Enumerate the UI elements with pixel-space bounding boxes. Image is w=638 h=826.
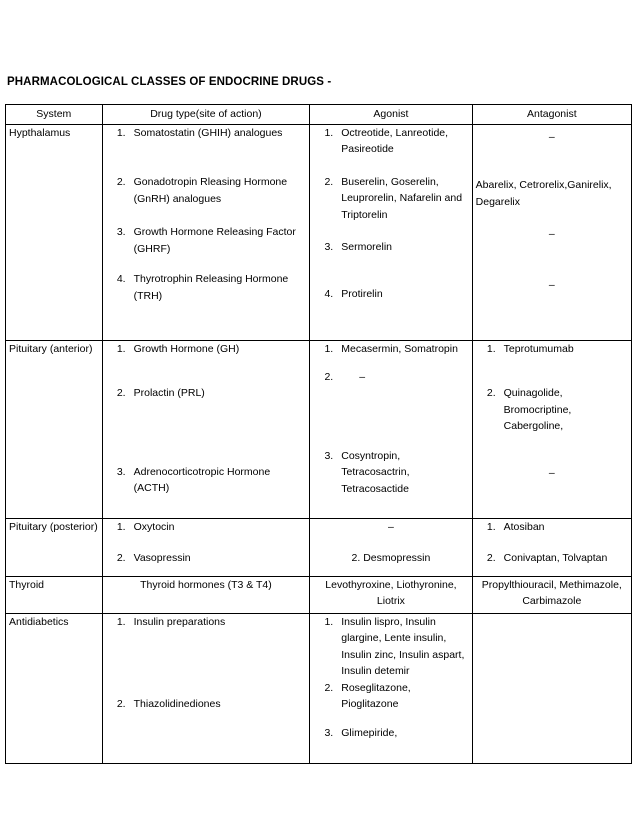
item-text: Growth Hormone Releasing Factor (GHRF) <box>133 226 296 255</box>
item-text: Conivaptan, Tolvaptan <box>503 552 608 564</box>
item-number: 1. <box>324 615 334 628</box>
item-text: Gonadotropin Rleasing Hormone (GnRH) analogues <box>133 176 288 205</box>
item-text: Atosiban <box>503 520 545 533</box>
list-item <box>106 696 307 713</box>
drug-type-cell: Thyroid hormones (T3 & T4) <box>102 576 310 613</box>
list-item <box>313 448 468 498</box>
item-number: 2. <box>324 371 334 383</box>
agonist-cell <box>310 340 472 518</box>
item-number: 1. <box>486 342 496 355</box>
drug-type-cell <box>102 124 310 340</box>
antagonist-cell <box>472 613 631 763</box>
drug-type-cell <box>102 340 310 518</box>
item-number: 2. <box>116 387 126 399</box>
list-item <box>476 519 628 536</box>
list-item <box>106 614 307 631</box>
item-number: 1. <box>324 342 334 355</box>
item-text: Insulin lispro, Insulin glargine, Lente insulin, Insulin zinc, Insulin aspart, Insulin detemir <box>341 615 465 677</box>
table-row <box>6 124 632 340</box>
item-number: 2. <box>486 387 496 399</box>
table-row <box>6 518 632 576</box>
cell-text: – <box>548 466 555 479</box>
endocrine-drugs-table <box>5 104 632 764</box>
item-text: Adrenocorticotropic Hormone (ACTH) <box>133 465 271 494</box>
item-number: 3. <box>324 726 334 739</box>
item-text: Cosyntropin, Tetracosactrin, Tetracosactide <box>341 449 410 495</box>
item-text: Somatostatin (GHIH) analogues <box>133 126 283 139</box>
system-cell: Thyroid <box>6 576 103 613</box>
drug-type-cell <box>102 518 310 576</box>
table-header-row <box>6 105 632 125</box>
item-text: Thiazolidinediones <box>133 698 221 710</box>
item-text: Thyrotrophin Releasing Hormone (TRH) <box>133 273 289 302</box>
antagonist-cell <box>472 518 631 576</box>
system-cell: Antidiabetics <box>6 613 103 763</box>
list-item <box>313 341 468 358</box>
list-item <box>313 239 468 256</box>
item-text: Buserelin, Goserelin, Leuprorelin, Nafarelin and Triptorelin <box>341 175 463 221</box>
column-header: System <box>6 105 103 125</box>
list-item <box>313 680 468 713</box>
agonist-cell: Levothyroxine, Liothyronine, Liotrix <box>310 576 472 613</box>
cell-text: – <box>388 520 394 533</box>
item-text: Glimepiride, <box>341 726 398 739</box>
list-item <box>106 341 307 358</box>
item-number: 4. <box>324 287 334 300</box>
item-text: Roseglitazone, Pioglitazone <box>341 681 411 710</box>
list-item <box>106 519 307 536</box>
item-text: Teprotumumab <box>503 342 574 355</box>
system-cell: Pituitary (posterior) <box>6 518 103 576</box>
cell-text: – <box>548 278 555 291</box>
item-text: Octreotide, Lanreotide, Pasireotide <box>341 126 449 155</box>
item-text: Vasopressin <box>133 552 191 564</box>
item-number: 1. <box>116 126 126 139</box>
item-text: Sermorelin <box>341 241 393 253</box>
item-number: 2. <box>116 698 126 710</box>
item-text: Prolactin (PRL) <box>133 387 205 399</box>
list-item <box>106 174 307 207</box>
list-item <box>106 224 307 257</box>
list-item <box>106 464 307 497</box>
item-number: 3. <box>324 449 334 462</box>
column-header: Agonist <box>310 105 472 125</box>
list-item <box>106 550 307 567</box>
column-header: Antagonist <box>472 105 631 125</box>
list-item <box>476 341 628 358</box>
cell-text: – <box>548 130 555 143</box>
cell-text: 2. Desmopressin <box>351 552 431 564</box>
list-item <box>313 125 468 158</box>
cell-text: Abarelix, Cetrorelix,Ganirelix, Degarelix <box>475 179 612 208</box>
item-text: Insulin preparations <box>133 615 226 628</box>
item-number: 2. <box>486 552 496 564</box>
item-number: 2. <box>116 552 126 564</box>
list-item <box>313 369 468 386</box>
item-text: Protirelin <box>341 287 383 300</box>
item-number: 4. <box>116 273 126 285</box>
item-number: 1. <box>116 342 126 355</box>
item-number: 2. <box>324 175 334 188</box>
agonist-cell <box>310 613 472 763</box>
item-number: 1. <box>324 126 334 139</box>
list-item <box>313 614 468 680</box>
antagonist-cell: Propylthiouracil, Methimazole, Carbimazole <box>472 576 631 613</box>
list-item <box>476 550 628 567</box>
list-item <box>313 725 468 742</box>
item-number: 2. <box>116 176 126 188</box>
list-item <box>106 271 307 304</box>
item-number: 1. <box>116 615 126 628</box>
agonist-cell <box>310 518 472 576</box>
item-number: 3. <box>324 241 334 253</box>
list-item <box>313 174 468 224</box>
item-text: Growth Hormone (GH) <box>133 342 240 355</box>
system-cell: Hypthalamus <box>6 124 103 340</box>
table-row <box>6 340 632 518</box>
list-item <box>313 286 468 303</box>
item-text: Quinagolide, Bromocriptine, Cabergoline, <box>503 387 572 432</box>
antagonist-cell <box>472 124 631 340</box>
item-number: 2. <box>324 681 334 694</box>
list-item <box>106 125 307 142</box>
item-number: 3. <box>116 226 126 238</box>
agonist-cell <box>310 124 472 340</box>
table-row <box>6 576 632 613</box>
column-header: Drug type(site of action) <box>102 105 310 125</box>
system-cell: Pituitary (anterior) <box>6 340 103 518</box>
item-number: 1. <box>116 520 126 533</box>
item-number: 3. <box>116 465 126 478</box>
item-text: – <box>359 371 366 383</box>
cell-text: – <box>548 228 555 240</box>
list-item <box>476 385 628 435</box>
item-number: 1. <box>486 520 496 533</box>
item-text: Oxytocin <box>133 520 175 533</box>
page-title: PHARMACOLOGICAL CLASSES OF ENDOCRINE DRUGS - <box>7 76 332 88</box>
table-row <box>6 613 632 763</box>
antagonist-cell <box>472 340 631 518</box>
item-text: Mecasermin, Somatropin <box>341 342 458 355</box>
list-item <box>106 385 307 402</box>
drug-type-cell <box>102 613 310 763</box>
